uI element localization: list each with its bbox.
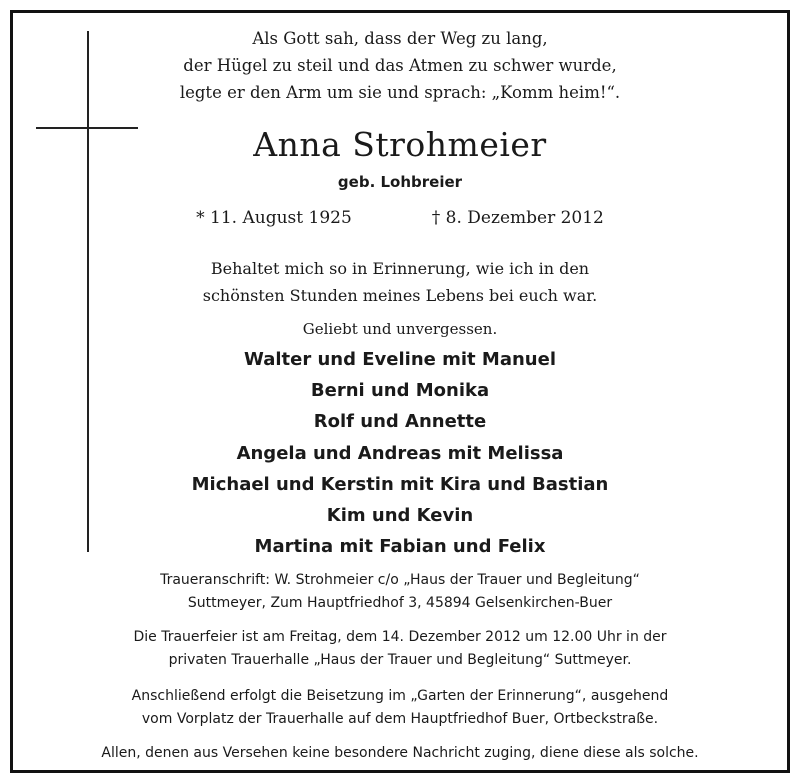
quote-line: Behaltet mich so in Erinnerung, wie ich in den	[210, 259, 590, 278]
ceremony-info	[13, 626, 787, 672]
family-member: Michael und Kerstin mit Kira und Bastian	[191, 473, 609, 495]
closing-note: Allen, denen aus Versehen keine besondere Nachricht zuging, diene diese als solche.	[101, 745, 699, 761]
obituary-frame	[10, 10, 790, 773]
loved-line: Geliebt und unvergessen.	[302, 320, 498, 338]
poem-line: der Hügel zu steil und das Atmen zu schwer wurde,	[183, 56, 617, 75]
address-line: Suttmeyer, Zum Hauptfriedhof 3, 45894 Gelsenkirchen-Buer	[187, 595, 613, 611]
birth-name: geb. Lohbreier	[337, 173, 463, 191]
family-member: Kim und Kevin	[326, 505, 474, 527]
family-member: Berni und Monika	[310, 380, 490, 402]
family-member: Angela und Andreas mit Melissa	[236, 442, 564, 464]
family-list	[13, 344, 787, 562]
address-line: Traueranschrift: W. Strohmeier c/o „Haus der Trauer und Begleitung“	[160, 572, 640, 588]
quote-line: schönsten Stunden meines Lebens bei euch war.	[202, 286, 598, 305]
burial-line: vom Vorplatz der Trauerhalle auf dem Hauptfriedhof Buer, Ortbeckstraße.	[141, 711, 659, 727]
mourning-address	[13, 569, 787, 615]
poem-line: Als Gott sah, dass der Weg zu lang,	[252, 29, 548, 48]
family-member: Walter und Eveline mit Manuel	[244, 349, 556, 370]
death-date: † 8. Dezember 2012	[431, 208, 604, 228]
life-dates	[13, 205, 787, 231]
ceremony-line: Die Trauerfeier ist am Freitag, dem 14. Dezember 2012 um 12.00 Uhr in der	[133, 629, 667, 645]
family-member: Martina mit Fabian und Felix	[254, 536, 546, 558]
deceased-name: Anna Strohmeier	[253, 125, 547, 164]
birth-date: * 11. August 1925	[196, 208, 352, 228]
family-member: Rolf und Annette	[313, 411, 487, 433]
memorial-quote	[13, 255, 787, 309]
burial-info	[13, 685, 787, 731]
poem-line: legte er den Arm um sie und sprach: „Komm heim!“.	[179, 83, 621, 102]
poem	[13, 25, 787, 106]
ceremony-line: privaten Trauerhalle „Haus der Trauer und Begleitung“ Suttmeyer.	[168, 652, 632, 668]
burial-line: Anschließend erfolgt die Beisetzung im „Garten der Erinnerung“, ausgehend	[131, 688, 669, 704]
